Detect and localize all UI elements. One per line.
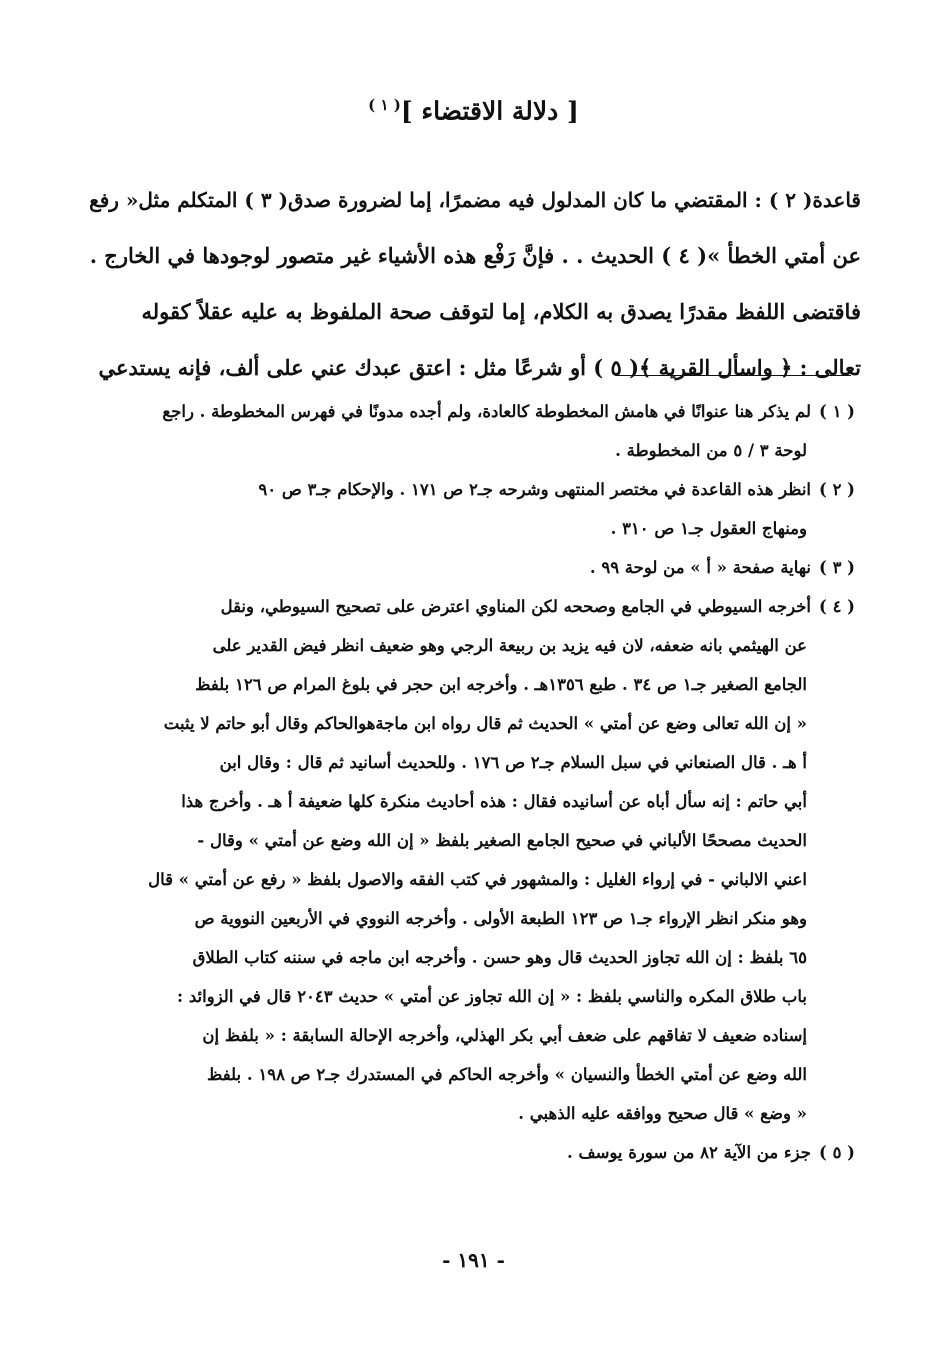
footnote-number: ( ٢ ) xyxy=(819,480,855,499)
footnote-line: لوحة ٣ / ٥ من المخطوطة . xyxy=(615,441,807,460)
footnote-text: أخرجه السيوطي في الجامع وصححه لكن المناوي اعترض على تصحيح السيوطي، ونقل xyxy=(220,597,811,616)
footnote-line xyxy=(80,587,855,626)
body-line: تعالى : ﴿ واسأل القرية ﴾( ٥ ) أو شرعًا مثل : اعتق عبدك عني على ألف، فإنه يستدعي xyxy=(98,355,861,380)
footnote-1 xyxy=(80,392,855,470)
footnote-3 xyxy=(80,548,855,587)
footnote-5 xyxy=(80,1133,855,1172)
footnote-text: لم يذكر هنا عنوانًا في هامش المخطوطة كالعادة، ولم أجده مدونًا في فهرس المخطوطة . راجع xyxy=(162,402,811,421)
footnote-number: ( ٤ ) xyxy=(819,597,855,616)
footnote-line: « وضع » قال صحيح ووافقه عليه الذهبي . xyxy=(518,1104,807,1123)
footnote-number: ( ٣ ) xyxy=(819,558,855,577)
footnote-text: جزء من الآية ٨٢ من سورة يوسف . xyxy=(567,1143,811,1162)
footnote-line: الجامع الصغير جـ١ ص ٣٤ . طبع ١٣٥٦هـ . وأخرجه ابن حجر في بلوغ المرام ص ١٢٦ بلفظ xyxy=(195,675,807,694)
footnote-line: الحديث مصححًا الألباني في صحيح الجامع الصغير بلفظ « إن الله وضع عن أمتي » وقال - xyxy=(197,831,807,850)
footnote-text: انظر هذه القاعدة في مختصر المنتهى وشرحه جـ٢ ص ١٧١ . والإحكام جـ٣ ص ٩٠ xyxy=(258,480,811,499)
title-footnote-marker: ( ١ ) xyxy=(368,96,401,114)
footnote-line: ومنهاج العقول جـ١ ص ٣١٠ . xyxy=(610,519,807,538)
body-line: فاقتضى اللفظ مقدرًا يصدق به الكلام، إما لتوقف صحة الملفوظ به عليه عقلاً كقوله xyxy=(141,299,861,324)
footnote-line: إسناده ضعيف لا تفاقهم على ضعف أبي بكر الهذلي، وأخرجه الإحالة السابقة : « بلفظ إن xyxy=(202,1026,807,1045)
footnote-line xyxy=(80,548,855,587)
footnotes xyxy=(80,392,855,1172)
footnote-line: أبي حاتم : إنه سأل أباه عن أسانيده فقال : هذه أحاديث منكرة كلها ضعيفة أ هـ . وأخرج هذا xyxy=(181,792,807,811)
footnote-text: نهاية صفحة « أ » من لوحة ٩٩ . xyxy=(589,558,811,577)
footnote-line: ٦٥ بلفظ : إن الله تجاوز الحديث قال وهو حسن . وأخرجه ابن ماجه في سننه كتاب الطلاق xyxy=(192,948,807,967)
footnote-line xyxy=(80,470,855,509)
main-body-text xyxy=(86,172,861,396)
footnote-line: باب طلاق المكره والناسي بلفظ : « إن الله تجاوز عن أمتي » حديث ٢٠٤٣ قال في الزوائد : xyxy=(177,987,807,1006)
footnote-line: « إن الله تعالى وضع عن أمتي » الحديث ثم قال رواه ابن ماجةهوالحاكم وقال أبو حاتم لا يثبت xyxy=(163,714,807,733)
body-line: قاعدة( ٢ ) : المقتضي ما كان المدلول فيه مضمرًا، إما لضرورة صدق( ٣ ) المتكلم مثل« رفع xyxy=(89,188,861,212)
footnote-line: وهو منكر انظر الإرواء جـ١ ص ١٢٣ الطبعة الأولى . وأخرجه النووي في الأربعين النووية ص xyxy=(194,909,807,928)
footnote-line: عن الهيثمي بانه ضعفه، لان فيه يزيد بن ربيعة الرجي وهو ضعيف انظر فيض القدير على xyxy=(212,636,807,655)
section-title xyxy=(0,96,947,125)
footnote-line: أ هـ . قال الصنعاني في سبل السلام جـ٢ ص ١٧٦ . وللحديث أسانيد ثم قال : وقال ابن xyxy=(219,753,807,772)
body-line: عن أمتي الخطأ »( ٤ ) الحديث . . فإنَّ رَفْع هذه الأشياء غير متصور لوجودها في الخارج . xyxy=(89,243,861,268)
footnote-line xyxy=(80,392,855,431)
footnote-line: الله وضع عن أمتي الخطأ والنسيان » وأخرجه الحاكم في المستدرك جـ٢ ص ١٩٨ . بلفظ xyxy=(207,1065,807,1084)
title-text: [ دلالة الاقتضاء ] xyxy=(400,96,579,126)
footnote-separator xyxy=(615,375,851,376)
footnote-number: ( ١ ) xyxy=(819,402,855,421)
footnote-4 xyxy=(80,587,855,1133)
footnote-line: اعني الالباني - في إرواء الغليل : والمشهور في كتب الفقه والاصول بلفظ « رفع عن أمتي » قال xyxy=(148,870,807,889)
footnote-number: ( ٥ ) xyxy=(819,1143,855,1162)
page-number: - ١٩١ - xyxy=(442,1248,505,1272)
footnote-2 xyxy=(80,470,855,548)
footnote-line xyxy=(80,1133,855,1172)
